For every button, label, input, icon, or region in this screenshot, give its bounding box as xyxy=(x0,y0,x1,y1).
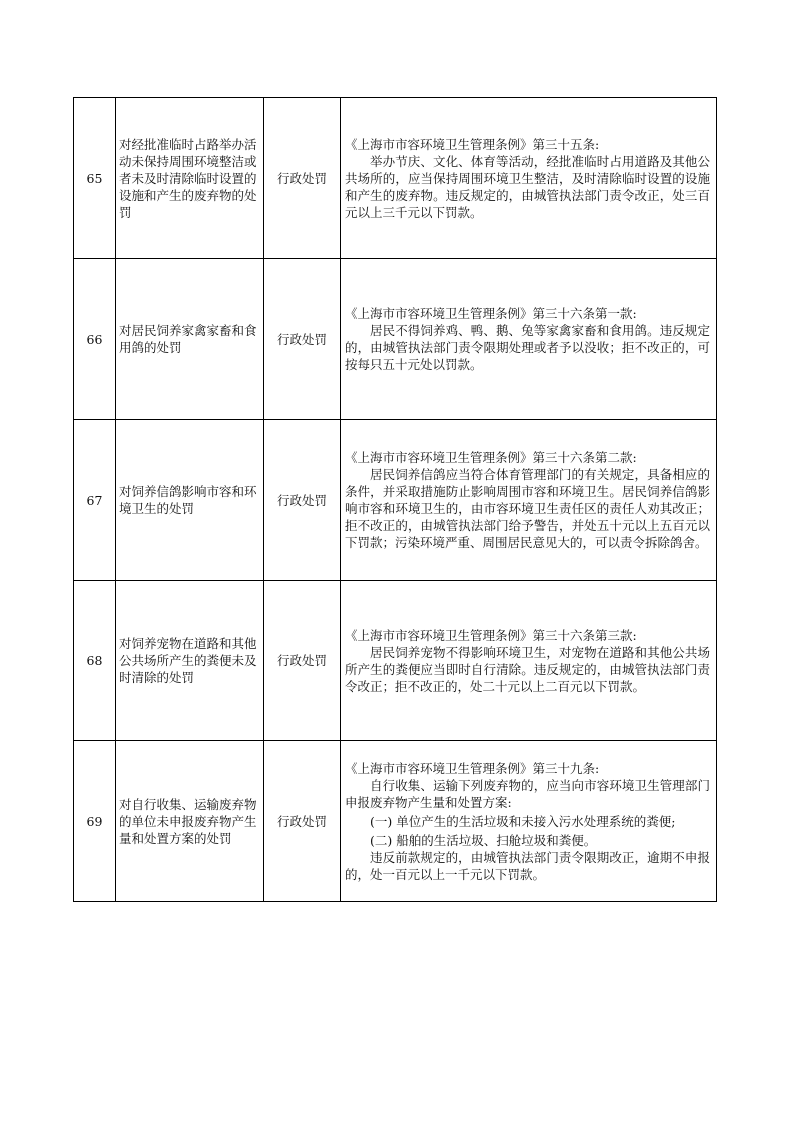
row-number: 65 xyxy=(74,98,116,259)
penalty-item: 对饲养宠物在道路和其他公共场所产生的粪便未及时清除的处罚 xyxy=(116,581,264,741)
penalty-type: 行政处罚 xyxy=(264,741,341,902)
penalty-item: 对饲养信鸽影响市容和环境卫生的处罚 xyxy=(116,420,264,581)
table-row xyxy=(74,741,717,902)
basis-subitem: (二) 船舶的生活垃圾、扫舱垃圾和粪便。 xyxy=(370,832,597,848)
penalty-type: 行政处罚 xyxy=(264,420,341,581)
table-row xyxy=(74,420,717,581)
row-number: 68 xyxy=(74,581,116,741)
penalty-item: 对居民饲养家禽家畜和食用鸽的处罚 xyxy=(116,259,264,420)
basis-citation: 《上海市市容环境卫生管理条例》第三十六条第三款: xyxy=(345,627,637,643)
basis-text: 居民不得饲养鸡、鸭、鹅、兔等家禽家畜和食用鸽。违反规定的，由城管执法部门责令限期处理或者予以没收；拒不改正的，可按每只五十元处以罚款。 xyxy=(345,323,710,372)
basis-citation: 《上海市市容环境卫生管理条例》第三十六条第二款: xyxy=(345,450,637,465)
basis-citation: 《上海市市容环境卫生管理条例》第三十六条第一款: xyxy=(345,306,637,321)
legal-basis xyxy=(341,259,717,420)
basis-text: 自行收集、运输下列废弃物的，应当向市容环境卫生管理部门申报废弃物产生量和处置方案: xyxy=(345,777,710,810)
legal-basis xyxy=(341,581,717,741)
basis-subitem: (一) 单位产生的生活垃圾和未接入污水处理系统的粪便; xyxy=(370,813,676,829)
basis-text: 违反前款规定的，由城管执法部门责令限期改正，逾期不申报的，处一百元以上一千元以下罚款。 xyxy=(345,849,710,882)
penalty-item: 对自行收集、运输废弃物的单位未申报废弃物产生量和处置方案的处罚 xyxy=(116,741,264,902)
legal-basis xyxy=(341,420,717,581)
row-number: 69 xyxy=(74,741,116,902)
basis-citation: 《上海市市容环境卫生管理条例》第三十五条: xyxy=(345,136,600,152)
basis-text: 居民饲养宠物不得影响环境卫生，对宠物在道路和其他公共场所产生的粪便应当即时自行清除。违反规定的，由城管执法部门责令改正；拒不改正的，处二十元以上二百元以下罚款。 xyxy=(345,644,710,694)
penalty-item: 对经批准临时占路举办活动未保持周围环境整洁或者未及时清除临时设置的设施和产生的废弃物的处罚 xyxy=(116,98,264,259)
basis-text: 居民饲养信鸽应当符合体育管理部门的有关规定，具备相应的条件，并采取措施防止影响周围市容和环境卫生。居民饲养信鸽影响市容和环境卫生的，由市容环境卫生责任区的责任人劝其改正；拒不改正的，由城管执法部门给予警告，并处五十元以上五百元以下罚款；污染环境严重、周围居民意见大的，可以责令拆除鸽舍。 xyxy=(345,467,710,550)
table-row xyxy=(74,581,717,741)
table-row xyxy=(74,259,717,420)
penalty-table xyxy=(73,97,717,902)
row-number: 66 xyxy=(74,259,116,420)
penalty-type: 行政处罚 xyxy=(264,98,341,259)
row-number: 67 xyxy=(74,420,116,581)
legal-basis xyxy=(341,98,717,259)
table-row xyxy=(74,98,717,259)
legal-basis xyxy=(341,741,717,902)
penalty-type: 行政处罚 xyxy=(264,259,341,420)
penalty-type: 行政处罚 xyxy=(264,581,341,741)
basis-text: 举办节庆、文化、体育等活动，经批准临时占用道路及其他公共场所的，应当保持周围环境卫生整洁，及时清除临时设置的设施和产生的废弃物。违反规定的，由城管执法部门责令改正，处三百元以上三千元以下罚款。 xyxy=(345,153,710,220)
basis-citation: 《上海市市容环境卫生管理条例》第三十九条: xyxy=(345,760,600,776)
